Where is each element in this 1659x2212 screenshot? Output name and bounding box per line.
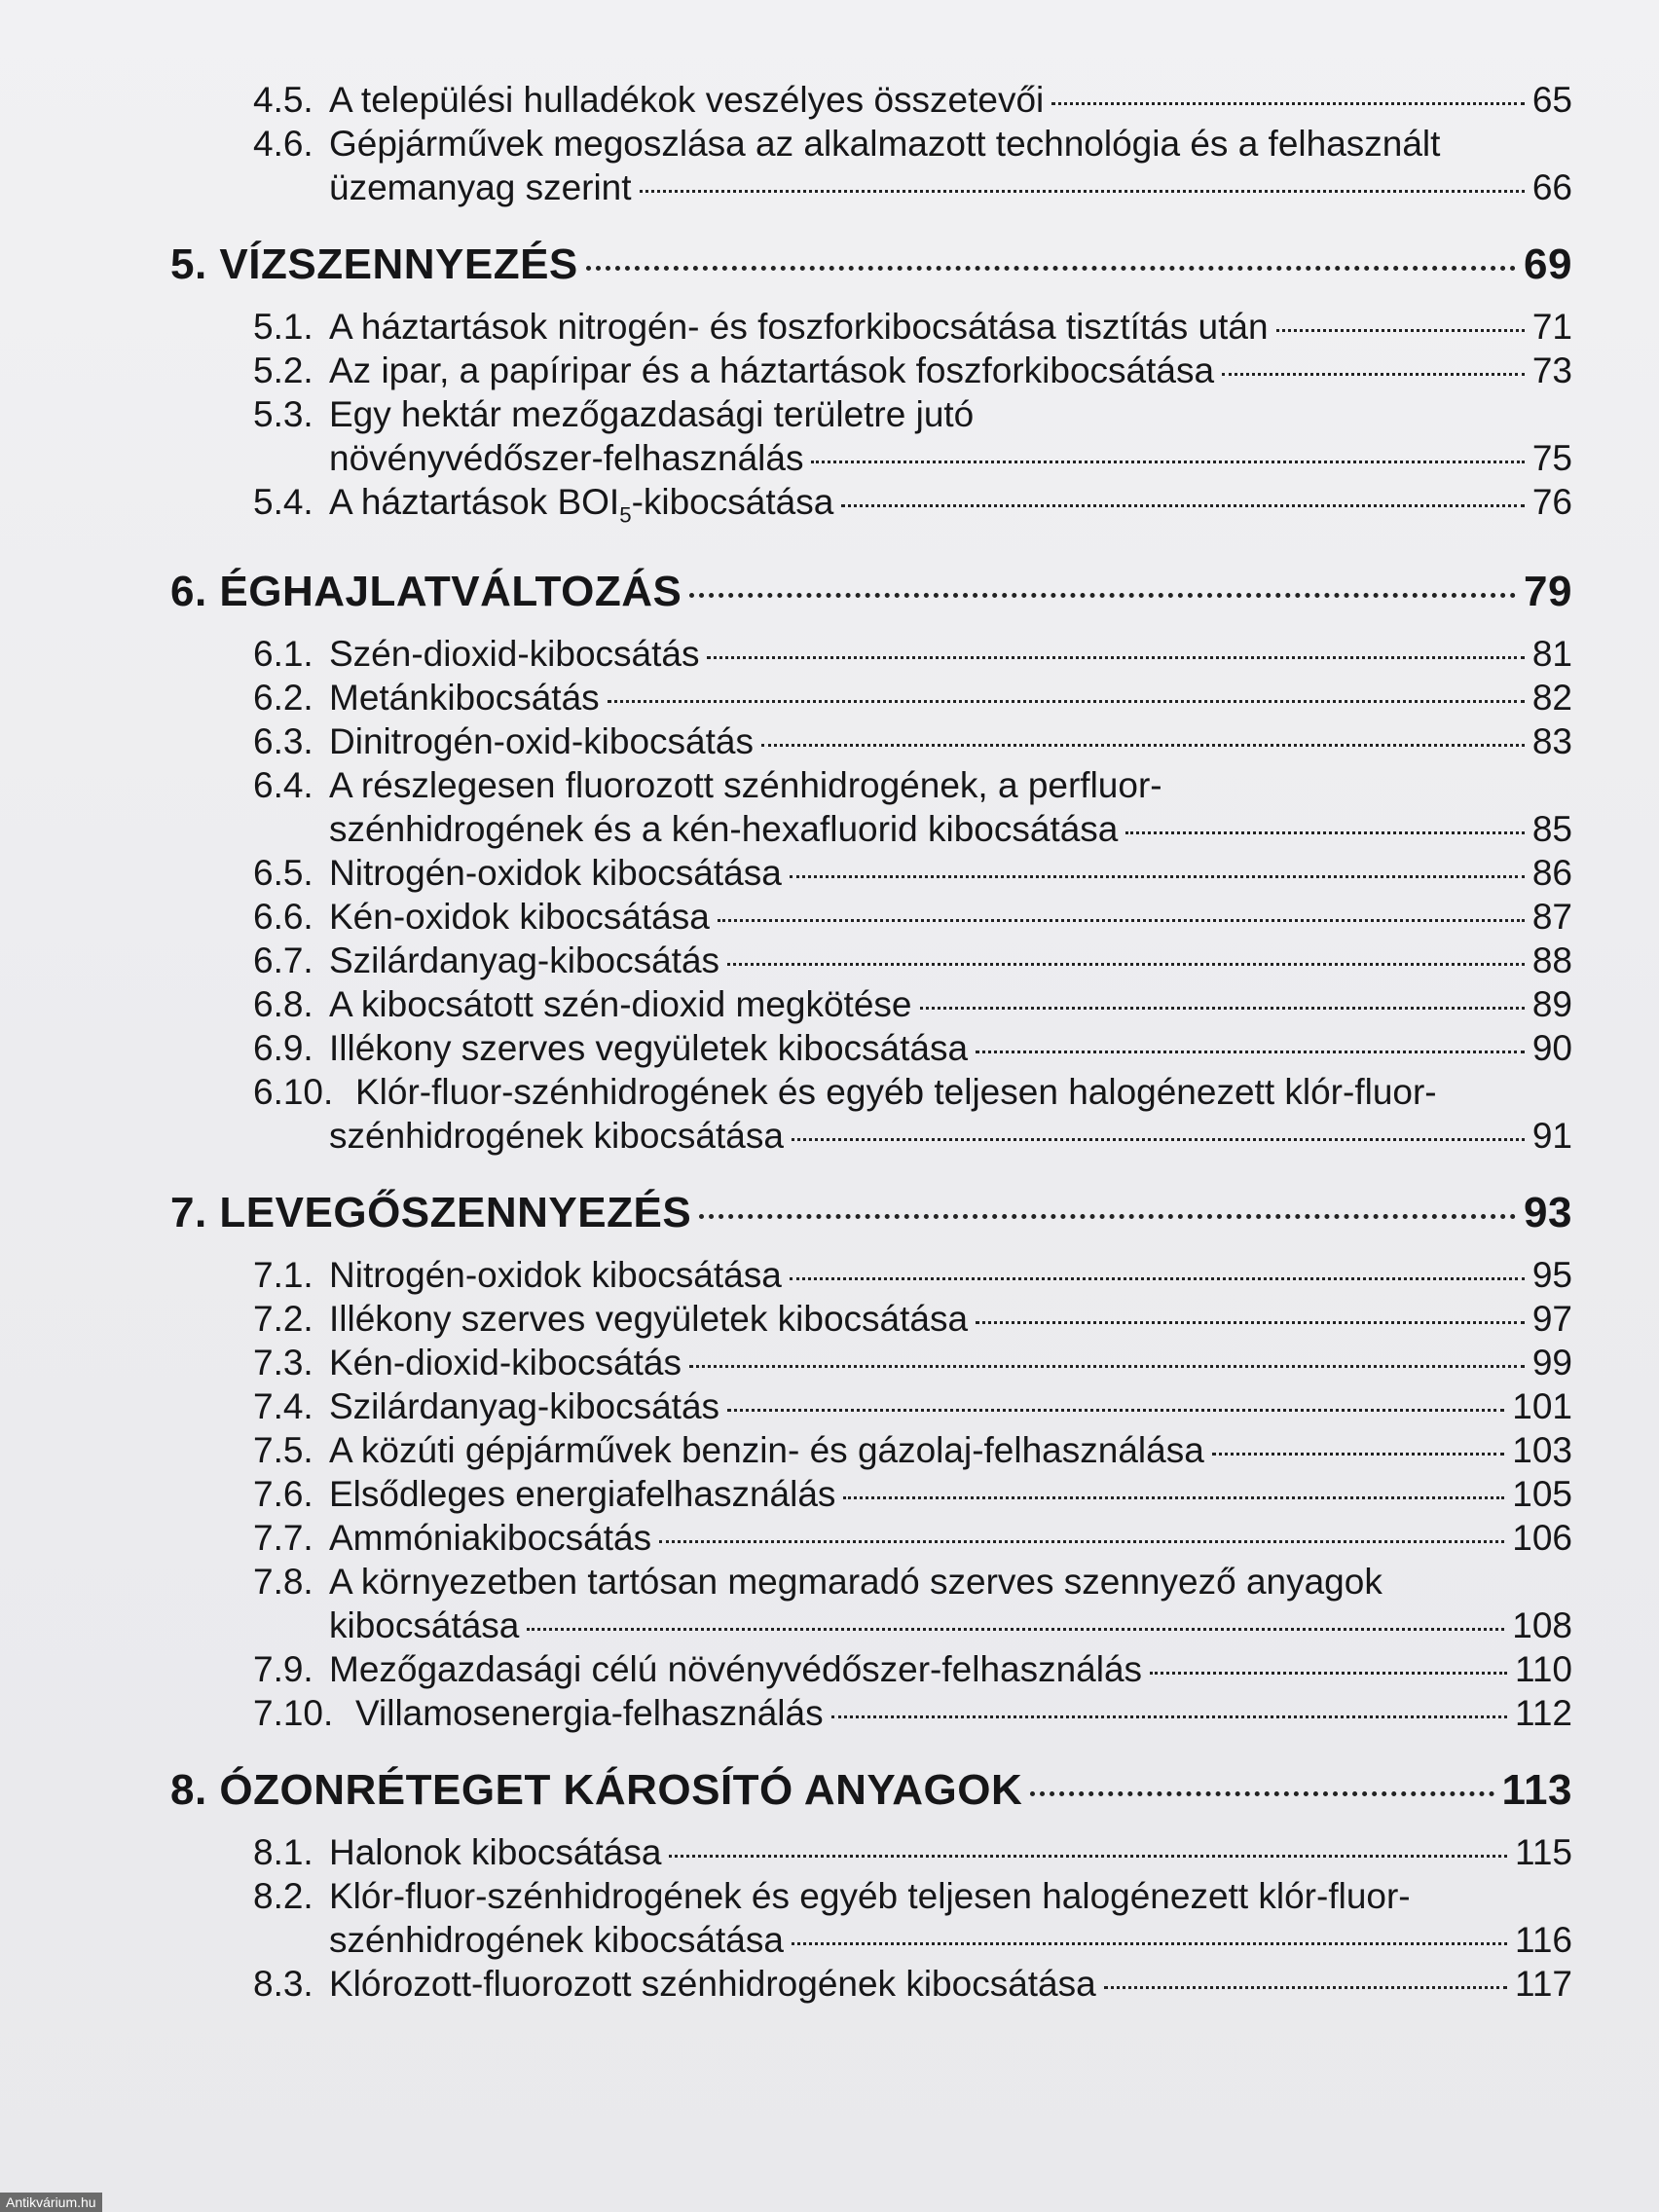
entry-title: Illékony szerves vegyületek kibocsátása (329, 1028, 969, 1069)
dot-leader (843, 1496, 1504, 1499)
chapter-page-number: 79 (1524, 568, 1572, 616)
dot-leader (790, 875, 1525, 878)
toc-entry[interactable] (170, 632, 1572, 676)
entry-page-number: 115 (1515, 1832, 1572, 1873)
entry-page-number: 90 (1531, 1028, 1572, 1069)
dot-leader (1150, 1672, 1507, 1675)
entry-page-number: 106 (1512, 1518, 1572, 1559)
dot-leader (727, 963, 1525, 966)
toc-entry[interactable] (170, 1428, 1572, 1472)
entry-number: 6.4. (253, 765, 313, 806)
chapter-heading[interactable] (170, 1766, 1572, 1815)
entry-page-number: 65 (1531, 80, 1572, 120)
entry-title (329, 480, 833, 536)
entry-title: A környezetben tartósan megmaradó szerves szennyező anyagok (329, 1562, 1382, 1603)
dot-leader (920, 1007, 1525, 1010)
entry-number: 7.10. (253, 1693, 334, 1734)
toc-entry[interactable] (170, 1297, 1572, 1341)
toc-entry[interactable] (170, 1253, 1572, 1297)
entry-title: Villamosenergia-felhasználás (355, 1693, 824, 1734)
toc-entry[interactable] (170, 480, 1572, 536)
chapter-page-number: 93 (1524, 1189, 1572, 1237)
entry-page-number: 117 (1515, 1964, 1572, 2005)
toc-entry[interactable] (170, 1472, 1572, 1516)
entry-title: Nitrogén-oxidok kibocsátása (329, 1255, 782, 1296)
entry-number: 7.3. (253, 1343, 313, 1383)
entry-number: 6.2. (253, 678, 313, 719)
chapter-7 (170, 1189, 1572, 1735)
entry-number: 6.9. (253, 1028, 313, 1069)
toc-entry[interactable] (170, 895, 1572, 939)
entry-page-number: 88 (1531, 940, 1572, 981)
entry-page-number: 66 (1531, 167, 1572, 207)
entry-title-part: -kibocsátása (631, 482, 834, 522)
watermark: Antikvárium.hu (0, 2193, 102, 2212)
entry-title-cont: növényvédőszer-felhasználás (329, 438, 804, 478)
entry-title: Dinitrogén-oxid-kibocsátás (329, 721, 754, 762)
toc-entry[interactable] (170, 1962, 1572, 2006)
toc-entry[interactable] (170, 763, 1572, 851)
dot-leader (640, 190, 1525, 193)
entry-title: Metánkibocsátás (329, 678, 600, 719)
dot-leader (1125, 831, 1524, 834)
table-of-contents (170, 78, 1572, 2037)
entry-number: 7.1. (253, 1255, 313, 1296)
toc-entry[interactable] (170, 1341, 1572, 1384)
dot-leader (976, 1321, 1525, 1324)
toc-entry[interactable] (170, 78, 1572, 122)
dot-leader (1212, 1453, 1504, 1456)
entry-page-number: 89 (1531, 984, 1572, 1025)
entry-number: 8.3. (253, 1964, 313, 2005)
entry-title-part: A háztartások BOI (329, 482, 620, 522)
entry-title: Elsődleges energiafelhasználás (329, 1474, 836, 1515)
entry-number: 7.8. (253, 1562, 313, 1603)
entry-title-cont: szénhidrogének kibocsátása (329, 1920, 784, 1961)
toc-entry[interactable] (170, 305, 1572, 349)
entry-page-number: 71 (1531, 307, 1572, 347)
entry-title: Gépjárművek megoszlása az alkalmazott technológia és a felhasznált (329, 124, 1441, 164)
entry-page-number: 81 (1531, 634, 1572, 675)
entry-title: Illékony szerves vegyületek kibocsátása (329, 1299, 969, 1340)
entry-number: 6.1. (253, 634, 313, 675)
entry-title: Egy hektár mezőgazdasági területre jutó (329, 394, 975, 434)
chapter-title: 7. LEVEGŐSZENNYEZÉS (170, 1189, 692, 1237)
entry-number: 7.4. (253, 1386, 313, 1427)
entry-title: Szilárdanyag-kibocsátás (329, 940, 720, 981)
toc-entry[interactable] (170, 1647, 1572, 1691)
entry-page-number: 82 (1531, 678, 1572, 719)
dot-leader (699, 1214, 1516, 1219)
toc-entry[interactable] (170, 1026, 1572, 1070)
entry-title: Mezőgazdasági célú növényvédőszer-felhasználás (329, 1649, 1143, 1690)
entry-number: 6.5. (253, 853, 313, 894)
dot-leader (707, 656, 1524, 659)
entry-title: A települési hulladékok veszélyes összetevői (329, 80, 1045, 120)
entry-page-number: 73 (1531, 350, 1572, 390)
toc-entry[interactable] (170, 1516, 1572, 1560)
entry-title-cont: kibocsátása (329, 1605, 520, 1646)
dot-leader (792, 1942, 1507, 1945)
dot-leader (586, 266, 1516, 271)
chapter-heading[interactable] (170, 1189, 1572, 1237)
entry-page-number: 75 (1531, 438, 1572, 478)
entry-title: A részlegesen fluorozott szénhidrogének, a perfluor- (329, 765, 1162, 806)
subscript: 5 (619, 502, 632, 528)
dot-leader (527, 1628, 1504, 1631)
entry-title: Szilárdanyag-kibocsátás (329, 1386, 720, 1427)
dot-leader (608, 700, 1525, 703)
dot-leader (976, 1051, 1525, 1053)
entry-page-number: 105 (1512, 1474, 1572, 1515)
dot-leader (761, 744, 1525, 747)
entry-title: Kén-dioxid-kibocsátás (329, 1343, 682, 1383)
entry-title: A közúti gépjárművek benzin- és gázolaj-felhasználása (329, 1430, 1204, 1471)
toc-entry[interactable] (170, 1560, 1572, 1647)
toc-entry[interactable] (170, 349, 1572, 392)
entry-title: Klórozott-fluorozott szénhidrogének kibocsátása (329, 1964, 1096, 2005)
dot-leader (1051, 102, 1525, 105)
dot-leader (1276, 329, 1525, 332)
dot-leader (1030, 1791, 1493, 1796)
chapter-title: 6. ÉGHAJLATVÁLTOZÁS (170, 568, 682, 616)
entry-number: 7.9. (253, 1649, 313, 1690)
entry-page-number: 101 (1512, 1386, 1572, 1427)
entry-number: 5.4. (253, 482, 313, 522)
prev-section-entries (170, 78, 1572, 209)
dot-leader (689, 593, 1516, 598)
entry-number: 6.7. (253, 940, 313, 981)
entry-number: 8.1. (253, 1832, 313, 1873)
dot-leader (841, 504, 1525, 507)
entry-title: Az ipar, a papíripar és a háztartások foszforkibocsátása (329, 350, 1215, 390)
dot-leader (659, 1540, 1504, 1543)
toc-entry[interactable] (170, 676, 1572, 719)
entry-page-number: 103 (1512, 1430, 1572, 1471)
toc-entry[interactable] (170, 1874, 1572, 1962)
entry-number: 6.10. (253, 1072, 334, 1113)
toc-entry[interactable] (170, 392, 1572, 480)
dot-leader (792, 1138, 1525, 1141)
entry-number: 7.2. (253, 1299, 313, 1340)
toc-entry[interactable] (170, 1830, 1572, 1874)
entry-page-number: 108 (1512, 1605, 1572, 1646)
dot-leader (669, 1855, 1507, 1858)
toc-entry[interactable] (170, 851, 1572, 895)
entry-number: 4.6. (253, 124, 313, 164)
dot-leader (811, 461, 1524, 463)
entry-page-number: 91 (1531, 1116, 1572, 1157)
entry-title-cont: üzemanyag szerint (329, 167, 632, 207)
entry-number: 5.2. (253, 350, 313, 390)
entry-title: Ammóniakibocsátás (329, 1518, 652, 1559)
entry-number: 5.3. (253, 394, 313, 434)
chapter-6 (170, 568, 1572, 1158)
entry-title: Klór-fluor-szénhidrogének és egyéb teljesen halogénezett klór-fluor- (355, 1072, 1437, 1113)
entry-page-number: 110 (1515, 1649, 1572, 1690)
entry-page-number: 95 (1531, 1255, 1572, 1296)
chapter-5 (170, 240, 1572, 536)
entry-number: 6.8. (253, 984, 313, 1025)
entry-page-number: 87 (1531, 897, 1572, 938)
toc-entry[interactable] (170, 939, 1572, 982)
chapter-title: 5. VÍZSZENNYEZÉS (170, 240, 578, 288)
entry-title-cont: szénhidrogének és a kén-hexafluorid kibocsátása (329, 809, 1119, 850)
dot-leader (1222, 373, 1525, 376)
dot-leader (790, 1277, 1525, 1280)
dot-leader (831, 1715, 1507, 1718)
entry-title: A kibocsátott szén-dioxid megkötése (329, 984, 912, 1025)
toc-entry[interactable] (170, 719, 1572, 763)
dot-leader (1104, 1986, 1507, 1989)
toc-entry[interactable] (170, 1384, 1572, 1428)
entry-title: Szén-dioxid-kibocsátás (329, 634, 700, 675)
entry-number: 6.6. (253, 897, 313, 938)
entry-page-number: 86 (1531, 853, 1572, 894)
chapter-page-number: 69 (1524, 240, 1572, 288)
toc-entry[interactable] (170, 1691, 1572, 1735)
chapter-8 (170, 1766, 1572, 2006)
dot-leader (718, 919, 1525, 922)
entry-title: Nitrogén-oxidok kibocsátása (329, 853, 782, 894)
dot-leader (689, 1365, 1525, 1368)
entry-number: 6.3. (253, 721, 313, 762)
entry-page-number: 85 (1531, 809, 1572, 850)
entry-number: 7.7. (253, 1518, 313, 1559)
toc-entry[interactable] (170, 1070, 1572, 1158)
entry-title: Halonok kibocsátása (329, 1832, 662, 1873)
entry-page-number: 97 (1531, 1299, 1572, 1340)
entry-title: Klór-fluor-szénhidrogének és egyéb teljesen halogénezett klór-fluor- (329, 1876, 1411, 1917)
entry-number: 8.2. (253, 1876, 313, 1917)
entry-page-number: 76 (1531, 482, 1572, 522)
entry-number: 4.5. (253, 80, 313, 120)
toc-entry[interactable] (170, 982, 1572, 1026)
dot-leader (727, 1409, 1504, 1412)
entry-title: Kén-oxidok kibocsátása (329, 897, 710, 938)
entry-number: 7.6. (253, 1474, 313, 1515)
chapter-title: 8. ÓZONRÉTEGET KÁROSÍTÓ ANYAGOK (170, 1766, 1023, 1815)
entry-number: 5.1. (253, 307, 313, 347)
chapter-heading[interactable] (170, 240, 1572, 289)
chapter-heading[interactable] (170, 568, 1572, 616)
entry-number: 7.5. (253, 1430, 313, 1471)
chapter-page-number: 113 (1501, 1766, 1572, 1815)
entry-page-number: 83 (1531, 721, 1572, 762)
entry-title: A háztartások nitrogén- és foszforkibocsátása tisztítás után (329, 307, 1269, 347)
entry-page-number: 99 (1531, 1343, 1572, 1383)
toc-entry[interactable] (170, 122, 1572, 209)
entry-page-number: 112 (1515, 1693, 1572, 1734)
entry-title-cont: szénhidrogének kibocsátása (329, 1116, 784, 1157)
entry-page-number: 116 (1515, 1920, 1572, 1961)
